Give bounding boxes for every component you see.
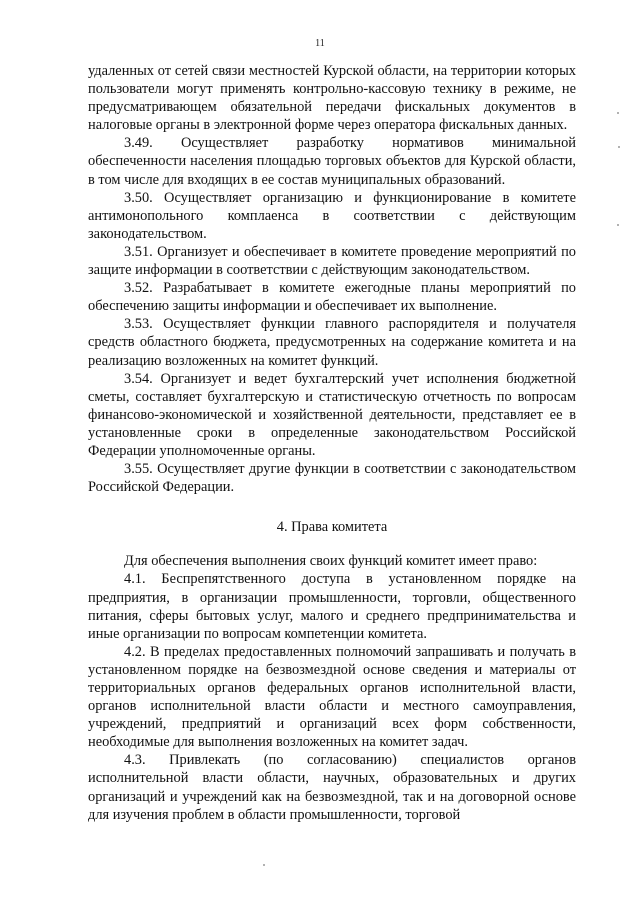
paragraph-3-52: 3.52. Разрабатывает в комитете ежегодные планы мероприятий по обеспечению защиты информации и обеспечивает их выполнение. (88, 280, 576, 315)
page-number: 11 (315, 38, 325, 49)
paragraph-3-55: 3.55. Осуществляет другие функции в соответствии с законодательством Российской Федерации. (88, 461, 576, 496)
paragraph-3-50: 3.50. Осуществляет организацию и функционирование в комитете антимонопольного комплаенса в соответствии с действующим законодательством. (88, 189, 576, 242)
section-intro: Для обеспечения выполнения своих функций комитет имеет право: (124, 553, 538, 570)
scan-speck (618, 146, 620, 148)
paragraph-3-51: 3.51. Организует и обеспечивает в комитете проведение мероприятий по защите информации в соответствии с действующим законодательством. (88, 243, 576, 279)
document-body (88, 62, 576, 824)
scan-speck (263, 864, 265, 866)
scan-speck (617, 112, 619, 114)
paragraph-4-3: 4.3. Привлекать (по согласованию) специалистов органов исполнительной власти области, научных, образовательных и других организаций и учреждений как на безвозмездной, так и на договорной основе для изучения проблем в области промышленности, торговой (88, 752, 576, 823)
paragraph-4-2: 4.2. В пределах предоставленных полномочий запрашивать и получать в установленном порядке на безвозмездной основе сведения и материалы от территориальных органов федеральных органов исполнительной власти, органов исполнительной власти области и местного самоуправления, учреждений, предприятий и организаций всех форм собственности, необходимые для выполнения возложенных на комитет задач. (88, 643, 576, 751)
section-heading: 4. Права комитета (276, 519, 388, 536)
paragraph-3-49: 3.49. Осуществляет разработку нормативов минимальной обеспеченности населения площадью торговых объектов для Курской области, в том числе для входящих в ее состав муниципальных образований. (88, 135, 576, 188)
paragraph-3-53: 3.53. Осуществляет функции главного распорядителя и получателя средств областного бюджета, предусмотренных на содержание комитета и на реализацию возложенных на комитет функций. (88, 316, 576, 369)
paragraph-continuation: удаленных от сетей связи местностей Курской области, на территории которых пользователи могут применять контрольно-кассовую технику в режиме, не предусматривающем обязательной передачи фискальных документов в налоговые органы в электронной форме через оператора фискальных данных. (88, 63, 576, 134)
paragraph-3-54: 3.54. Организует и ведет бухгалтерский учет исполнения бюджетной сметы, составляет бухгалтерскую и статистическую отчетность по вопросам финансово-экономической и хозяйственной деятельности, представляет ее в установленные сроки в определенные законодательством Российской Федерации уполномоченные органы. (88, 370, 576, 459)
scan-speck (617, 224, 619, 226)
paragraph-4-1: 4.1. Беспрепятственного доступа в установленном порядке на предприятия, в организации промышленности, торговли, общественного питания, сферы бытовых услуг, малого и среднего предпринимательства и иные организации по вопросам компетенции комитета. (88, 571, 576, 642)
